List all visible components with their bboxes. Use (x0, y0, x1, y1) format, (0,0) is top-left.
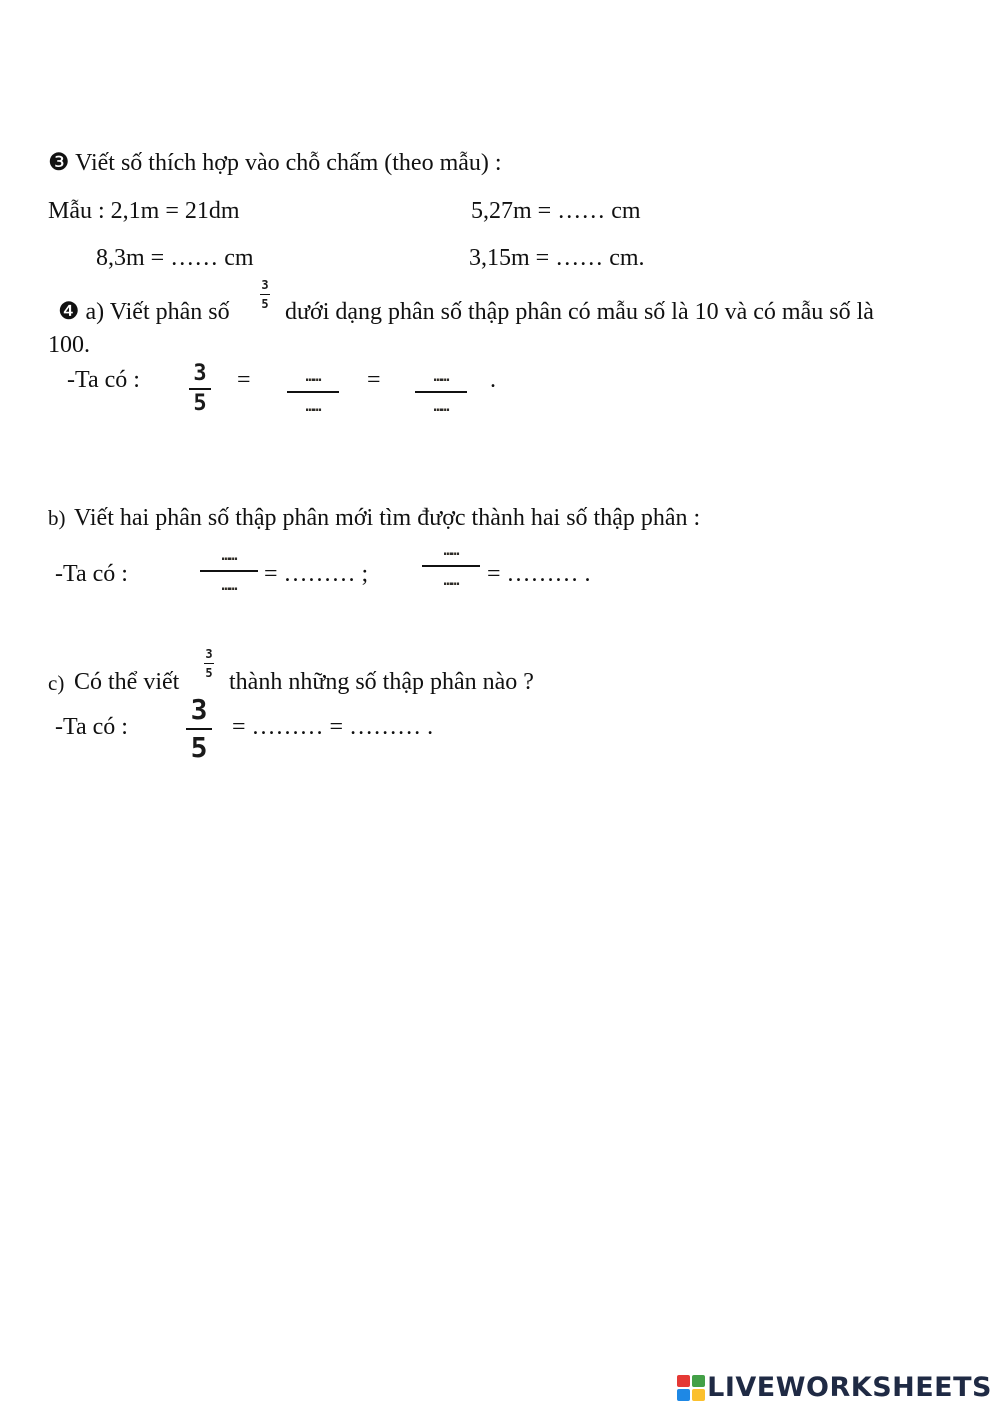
ex3-question-3: 3,15m = …… cm. (469, 245, 645, 271)
answer-numerator-blank[interactable]: …… (200, 551, 258, 561)
fraction-bar (422, 565, 480, 567)
answer-numerator-blank[interactable]: …… (287, 372, 339, 382)
ex4a-suffix: dưới dạng phân số thập phân có mẫu số là 10 và có mẫu số là (285, 299, 874, 325)
ex4b-answer-1[interactable]: = ……… ; (264, 561, 369, 587)
ex4c-answer[interactable]: = ……… = ……… . (232, 714, 434, 740)
ex4b-label: b) (48, 506, 66, 530)
fraction-bar (260, 294, 270, 295)
fraction-3-5-large (185, 693, 213, 764)
fraction-3-5-small (259, 278, 271, 311)
answer-denominator-blank[interactable]: …… (415, 402, 467, 412)
ex4b-text: Viết hai phân số thập phân mới tìm được thành hai số thập phân : (74, 505, 701, 531)
liveworksheets-logo-icon (677, 1375, 705, 1401)
ex3-question-2: 8,3m = …… cm (96, 245, 254, 271)
answer-denominator-blank[interactable]: …… (200, 581, 258, 591)
ex4b-answer-2[interactable]: = ……… . (487, 561, 591, 587)
answer-denominator-blank[interactable]: …… (422, 576, 480, 586)
liveworksheets-logo (677, 1372, 992, 1403)
fraction-numerator: 3 (205, 647, 213, 661)
liveworksheets-brand: LIVEWORKSHEETS (707, 1372, 992, 1403)
fraction-bar (186, 728, 212, 730)
fraction-3-5 (188, 363, 212, 415)
ex4a-wrap: 100. (48, 332, 90, 358)
fraction-bar (415, 391, 467, 393)
fraction-denominator: 5 (193, 391, 207, 416)
answer-fraction-hundredths[interactable] (415, 369, 467, 415)
fraction-bar (287, 391, 339, 393)
answer-numerator-blank[interactable]: …… (415, 372, 467, 382)
ex3-sample: Mẫu : 2,1m = 21dm (48, 198, 240, 224)
fraction-3-5-small (203, 647, 215, 680)
fraction-numerator: 3 (261, 278, 269, 292)
ex4a-ta-co: -Ta có : (67, 367, 140, 393)
answer-fraction-tenths[interactable] (287, 369, 339, 415)
fraction-numerator: 3 (190, 693, 208, 726)
ex4a-prefix: ❹ a) Viết phân số (58, 299, 230, 325)
answer-fraction-1[interactable] (200, 548, 258, 594)
equals-sign: = (237, 367, 251, 393)
ex4c-suffix: thành những số thập phân nào ? (229, 669, 534, 695)
ex3-question-1: 5,27m = …… cm (471, 198, 641, 224)
period: . (490, 367, 496, 393)
fraction-denominator: 5 (190, 731, 208, 764)
ex4c-prefix: Có thể viết (74, 669, 180, 695)
ex3-heading: ❸ Viết số thích hợp vào chỗ chấm (theo mẫu) : (48, 150, 502, 176)
ex4b-ta-co: -Ta có : (55, 561, 128, 587)
answer-fraction-2[interactable] (422, 543, 480, 589)
fraction-denominator: 5 (261, 297, 269, 311)
answer-denominator-blank[interactable]: …… (287, 402, 339, 412)
fraction-denominator: 5 (205, 666, 213, 680)
fraction-numerator: 3 (193, 361, 207, 386)
fraction-bar (200, 570, 258, 572)
fraction-bar (204, 663, 214, 664)
ex4c-label: c) (48, 671, 65, 695)
answer-numerator-blank[interactable]: …… (422, 546, 480, 556)
ex4c-ta-co: -Ta có : (55, 714, 128, 740)
equals-sign: = (367, 367, 381, 393)
fraction-bar (189, 388, 211, 390)
